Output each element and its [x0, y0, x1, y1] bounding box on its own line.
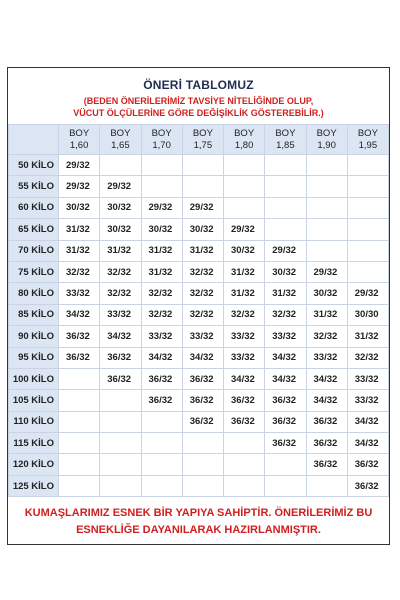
weight-label: 55 KİLO	[9, 176, 59, 197]
size-cell: 36/32	[59, 326, 100, 347]
size-cell: 33/32	[265, 326, 306, 347]
height-header-label: BOY	[151, 127, 172, 139]
size-cell	[265, 219, 306, 240]
chart-header	[8, 68, 389, 124]
size-cell	[100, 454, 141, 475]
height-header-1	[100, 125, 141, 155]
size-cell: 36/32	[100, 368, 141, 389]
height-header-label: BOY	[69, 127, 90, 139]
size-cell: 31/32	[306, 304, 347, 325]
height-header-label: BOY	[316, 127, 337, 139]
size-cell	[347, 197, 388, 218]
height-header-value: 1,75	[193, 139, 213, 151]
weight-label: 75 KİLO	[9, 261, 59, 282]
height-header-value: 1,60	[69, 139, 89, 151]
height-header-6	[306, 125, 347, 155]
table-row	[9, 454, 389, 475]
size-cell: 31/32	[59, 240, 100, 261]
size-cell: 33/32	[182, 326, 223, 347]
size-cell: 36/32	[306, 433, 347, 454]
size-cell: 30/32	[265, 261, 306, 282]
size-cell: 31/32	[224, 283, 265, 304]
size-cell: 29/32	[59, 176, 100, 197]
size-cell	[347, 240, 388, 261]
weight-label: 95 KİLO	[9, 347, 59, 368]
height-header-label: BOY	[234, 127, 255, 139]
size-cell	[59, 368, 100, 389]
size-cell	[265, 454, 306, 475]
size-cell: 31/32	[224, 261, 265, 282]
size-table-body	[9, 155, 389, 497]
size-cell: 36/32	[347, 475, 388, 496]
size-cell	[141, 454, 182, 475]
size-cell	[59, 454, 100, 475]
size-cell: 32/32	[100, 283, 141, 304]
size-cell: 32/32	[182, 283, 223, 304]
size-cell: 29/32	[141, 197, 182, 218]
size-cell: 29/32	[182, 197, 223, 218]
size-cell: 30/30	[347, 304, 388, 325]
size-cell	[141, 475, 182, 496]
size-cell: 30/32	[100, 197, 141, 218]
size-cell: 30/32	[141, 219, 182, 240]
size-cell: 32/32	[59, 261, 100, 282]
size-cell: 33/32	[224, 347, 265, 368]
table-row	[9, 304, 389, 325]
footer-note-line-1: KUMAŞLARIMIZ ESNEK BİR YAPIYA SAHİPTİR. ÖNERİLERİMİZ BU	[24, 507, 373, 519]
weight-label: 85 KİLO	[9, 304, 59, 325]
height-header-5	[265, 125, 306, 155]
size-cell	[59, 390, 100, 411]
height-header-row	[9, 125, 389, 155]
table-row	[9, 261, 389, 282]
weight-label: 125 KİLO	[9, 475, 59, 496]
size-cell: 36/32	[265, 433, 306, 454]
height-header-value: 1,95	[358, 139, 378, 151]
size-cell: 29/32	[265, 240, 306, 261]
weight-label: 65 KİLO	[9, 219, 59, 240]
size-cell: 36/32	[224, 411, 265, 432]
size-cell	[59, 411, 100, 432]
size-cell	[306, 240, 347, 261]
size-cell: 34/32	[347, 433, 388, 454]
size-cell: 31/32	[182, 240, 223, 261]
size-cell: 29/32	[306, 261, 347, 282]
size-cell	[265, 475, 306, 496]
size-cell: 36/32	[182, 390, 223, 411]
weight-label: 100 KİLO	[9, 368, 59, 389]
size-cell	[59, 433, 100, 454]
size-cell	[224, 433, 265, 454]
size-cell	[182, 475, 223, 496]
size-cell: 34/32	[224, 368, 265, 389]
size-cell: 32/32	[141, 283, 182, 304]
height-header-value: 1,90	[317, 139, 336, 151]
table-row	[9, 197, 389, 218]
size-cell	[224, 475, 265, 496]
size-cell: 31/32	[141, 261, 182, 282]
table-row	[9, 155, 389, 176]
size-cell: 34/32	[347, 411, 388, 432]
size-cell	[141, 155, 182, 176]
size-cell: 33/32	[306, 347, 347, 368]
size-cell: 34/32	[59, 304, 100, 325]
size-cell: 32/32	[141, 304, 182, 325]
size-cell	[182, 176, 223, 197]
weight-label: 110 KİLO	[9, 411, 59, 432]
size-cell: 32/32	[265, 304, 306, 325]
size-cell	[306, 155, 347, 176]
height-header-label: BOY	[192, 127, 213, 139]
height-header-value: 1,65	[111, 139, 130, 151]
size-cell: 33/32	[59, 283, 100, 304]
table-row	[9, 347, 389, 368]
size-cell	[347, 261, 388, 282]
size-cell	[59, 475, 100, 496]
size-cell: 34/32	[306, 368, 347, 389]
table-row	[9, 390, 389, 411]
size-cell: 30/32	[59, 197, 100, 218]
size-cell: 34/32	[306, 390, 347, 411]
size-cell	[347, 176, 388, 197]
height-header-value: 1,70	[152, 139, 171, 151]
size-cell: 30/32	[100, 219, 141, 240]
size-cell: 36/32	[224, 390, 265, 411]
size-cell	[224, 155, 265, 176]
size-cell	[100, 475, 141, 496]
size-cell: 34/32	[141, 347, 182, 368]
size-cell	[306, 219, 347, 240]
corner-cell	[9, 125, 59, 155]
size-cell	[141, 176, 182, 197]
table-row	[9, 176, 389, 197]
size-cell: 31/32	[100, 240, 141, 261]
size-cell: 30/32	[306, 283, 347, 304]
size-cell: 31/32	[347, 326, 388, 347]
size-cell	[306, 475, 347, 496]
size-cell	[100, 411, 141, 432]
height-header-3	[182, 125, 223, 155]
size-cell: 29/32	[100, 176, 141, 197]
height-header-label: BOY	[275, 127, 296, 139]
size-cell: 29/32	[347, 283, 388, 304]
size-cell	[100, 390, 141, 411]
weight-label: 120 KİLO	[9, 454, 59, 475]
weight-label: 60 KİLO	[9, 197, 59, 218]
size-cell: 34/32	[182, 347, 223, 368]
size-cell	[306, 176, 347, 197]
size-cell	[265, 155, 306, 176]
size-cell	[347, 219, 388, 240]
size-cell: 33/32	[224, 326, 265, 347]
size-cell	[306, 197, 347, 218]
size-cell	[141, 433, 182, 454]
size-cell: 31/32	[59, 219, 100, 240]
size-cell: 36/32	[100, 347, 141, 368]
size-cell	[347, 155, 388, 176]
size-cell: 32/32	[182, 304, 223, 325]
size-cell	[182, 155, 223, 176]
disclaimer-line-2: VÜCUT ÖLÇÜLERİNE GÖRE DEĞİŞİKLİK GÖSTEREBİLİR.)	[73, 108, 324, 118]
weight-label: 115 KİLO	[9, 433, 59, 454]
table-row	[9, 368, 389, 389]
size-cell: 34/32	[265, 368, 306, 389]
size-cell	[182, 433, 223, 454]
size-table	[8, 124, 389, 497]
size-cell	[265, 197, 306, 218]
size-cell	[224, 176, 265, 197]
chart-title: ÖNERİ TABLOMUZ	[143, 78, 254, 92]
size-cell	[224, 197, 265, 218]
size-cell: 31/32	[265, 283, 306, 304]
weight-label: 90 KİLO	[9, 326, 59, 347]
size-cell	[265, 176, 306, 197]
size-cell: 33/32	[347, 390, 388, 411]
size-cell: 36/32	[141, 390, 182, 411]
table-row	[9, 240, 389, 261]
size-table-head	[9, 125, 389, 155]
height-header-7	[347, 125, 388, 155]
size-cell: 32/32	[224, 304, 265, 325]
size-cell	[100, 433, 141, 454]
size-cell: 33/32	[100, 304, 141, 325]
size-cell: 36/32	[182, 411, 223, 432]
size-cell: 36/32	[347, 454, 388, 475]
size-cell: 32/32	[347, 347, 388, 368]
size-cell: 30/32	[224, 240, 265, 261]
size-cell: 36/32	[306, 454, 347, 475]
size-cell: 29/32	[224, 219, 265, 240]
height-header-value: 1,85	[276, 139, 295, 151]
disclaimer-line-1: (BEDEN ÖNERİLERİMİZ TAVSİYE NİTELİĞİNDE OLUP,	[83, 96, 314, 106]
size-cell: 33/32	[141, 326, 182, 347]
weight-label: 105 KİLO	[9, 390, 59, 411]
height-header-label: BOY	[110, 127, 131, 139]
weight-label: 80 KİLO	[9, 283, 59, 304]
size-cell: 36/32	[265, 411, 306, 432]
size-cell: 31/32	[141, 240, 182, 261]
size-cell: 32/32	[306, 326, 347, 347]
size-cell: 36/32	[141, 368, 182, 389]
table-row	[9, 326, 389, 347]
footer-note-line-2: ESNEKLİĞE DAYANILARAK HAZIRLANMIŞTIR.	[76, 524, 321, 536]
table-row	[9, 219, 389, 240]
height-header-0	[59, 125, 100, 155]
size-cell: 32/32	[100, 261, 141, 282]
weight-label: 70 KİLO	[9, 240, 59, 261]
height-header-4	[224, 125, 265, 155]
size-cell: 29/32	[59, 155, 100, 176]
size-cell: 34/32	[100, 326, 141, 347]
size-cell: 36/32	[182, 368, 223, 389]
weight-label: 50 KİLO	[9, 155, 59, 176]
size-cell: 33/32	[347, 368, 388, 389]
table-row	[9, 411, 389, 432]
size-cell: 30/32	[182, 219, 223, 240]
size-cell: 36/32	[306, 411, 347, 432]
chart-footer	[8, 504, 389, 544]
height-header-value: 1,80	[234, 139, 254, 151]
size-chart-frame	[7, 67, 390, 545]
size-cell: 32/32	[182, 261, 223, 282]
table-row	[9, 283, 389, 304]
size-cell: 36/32	[265, 390, 306, 411]
size-cell: 34/32	[265, 347, 306, 368]
height-header-label: BOY	[357, 127, 378, 139]
size-cell: 36/32	[59, 347, 100, 368]
size-cell	[224, 454, 265, 475]
table-row	[9, 433, 389, 454]
size-cell	[100, 155, 141, 176]
table-row	[9, 475, 389, 496]
height-header-2	[141, 125, 182, 155]
size-cell	[182, 454, 223, 475]
size-cell	[141, 411, 182, 432]
